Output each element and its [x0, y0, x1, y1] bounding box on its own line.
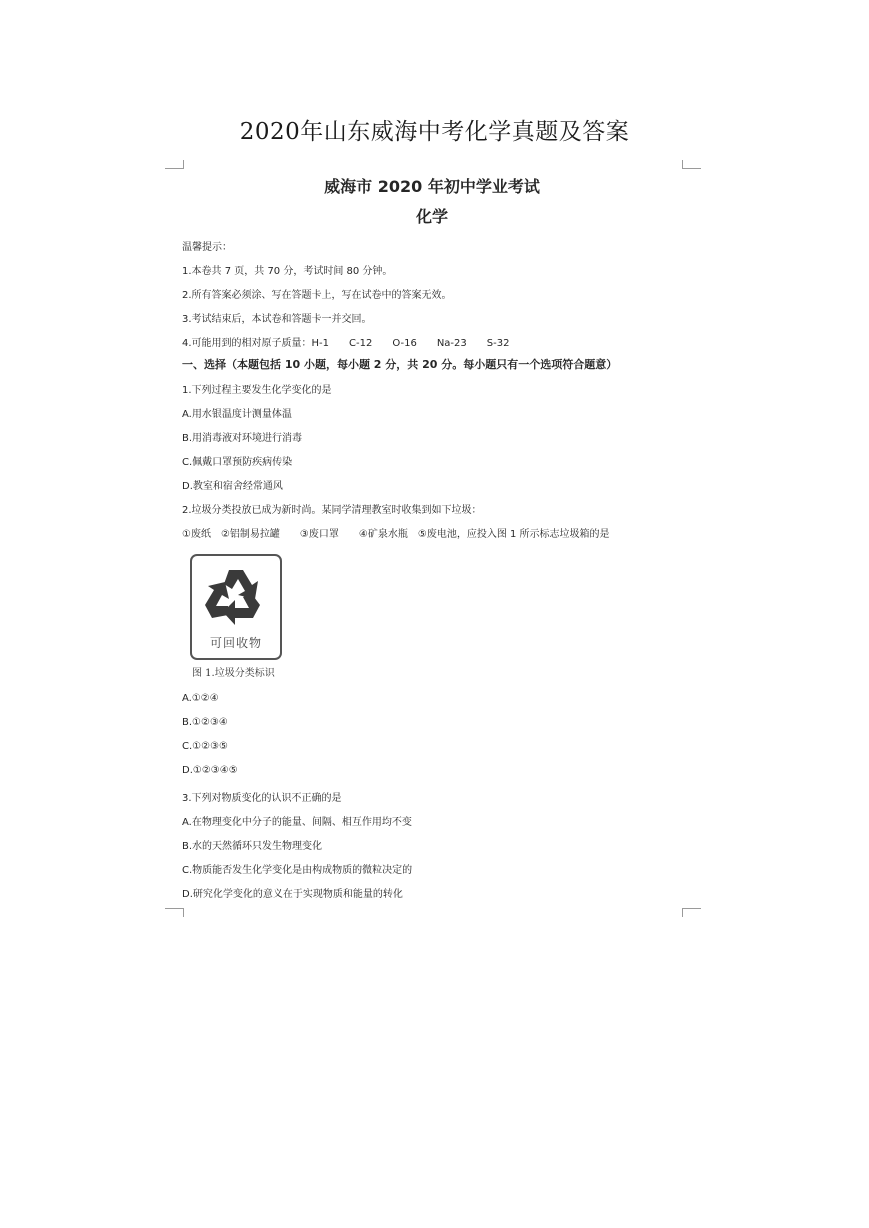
exam-subject: 化学	[415, 207, 448, 226]
section-heading: 一、选择（本题包括 10 小题，每小题 2 分，共 20 分。每小题只有一个选项符合题意）	[182, 358, 618, 371]
question-option: D.研究化学变化的意义在于实现物质和能量的转化	[182, 889, 403, 900]
question-option: B.水的天然循环只发生物理变化	[182, 841, 323, 852]
question-option: C.佩戴口罩预防疾病传染	[182, 457, 293, 468]
exam-title: 威海市 2020 年初中学业考试	[324, 177, 540, 196]
document-title: 2020年山东威海中考化学真题及答案	[239, 119, 630, 145]
question-option: D.教室和宿舍经常通风	[182, 481, 283, 492]
notes-heading: 温馨提示：	[182, 242, 232, 253]
note-line: 2.所有答案必须涂、写在答题卡上，写在试卷中的答案无效。	[182, 290, 452, 301]
figure-caption: 图 1.垃圾分类标识	[192, 668, 275, 679]
question-items: ①废纸 ②铝制易拉罐 ③废口罩 ④矿泉水瓶 ⑤废电池，应投入图 1 所示标志垃圾箱的是	[182, 529, 610, 540]
question-option: B.用消毒液对环境进行消毒	[182, 433, 303, 444]
question-option: C.物质能否发生化学变化是由构成物质的微粒决定的	[182, 865, 413, 876]
question-option: A.①②④	[182, 693, 219, 704]
note-line: 4.可能用到的相对原子质量：H-1 C-12 O-16 Na-23 S-32	[182, 338, 510, 349]
question-stem: 1.下列过程主要发生化学变化的是	[182, 385, 332, 396]
recyclable-logo	[190, 554, 282, 660]
question-option: D.①②③④⑤	[182, 765, 238, 776]
page-corner-mark	[165, 160, 184, 169]
question-option: A.在物理变化中分子的能量、间隔、相互作用均不变	[182, 817, 412, 828]
question-option: A.用水银温度计测量体温	[182, 409, 292, 420]
question-option: C.①②③⑤	[182, 741, 229, 752]
page-corner-mark	[165, 908, 184, 917]
note-line: 1.本卷共 7 页，共 70 分，考试时间 80 分钟。	[182, 266, 393, 277]
note-line: 3.考试结束后，本试卷和答题卡一并交回。	[182, 314, 372, 325]
recycle-icon	[202, 564, 270, 630]
question-stem: 2.垃圾分类投放已成为新时尚。某同学清理教室时收集到如下垃圾：	[182, 505, 482, 516]
question-option: B.①②③④	[182, 717, 228, 728]
logo-label: 可回收物	[209, 636, 262, 650]
page-corner-mark	[682, 160, 701, 169]
question-stem: 3.下列对物质变化的认识不正确的是	[182, 793, 342, 804]
page-corner-mark	[682, 908, 701, 917]
